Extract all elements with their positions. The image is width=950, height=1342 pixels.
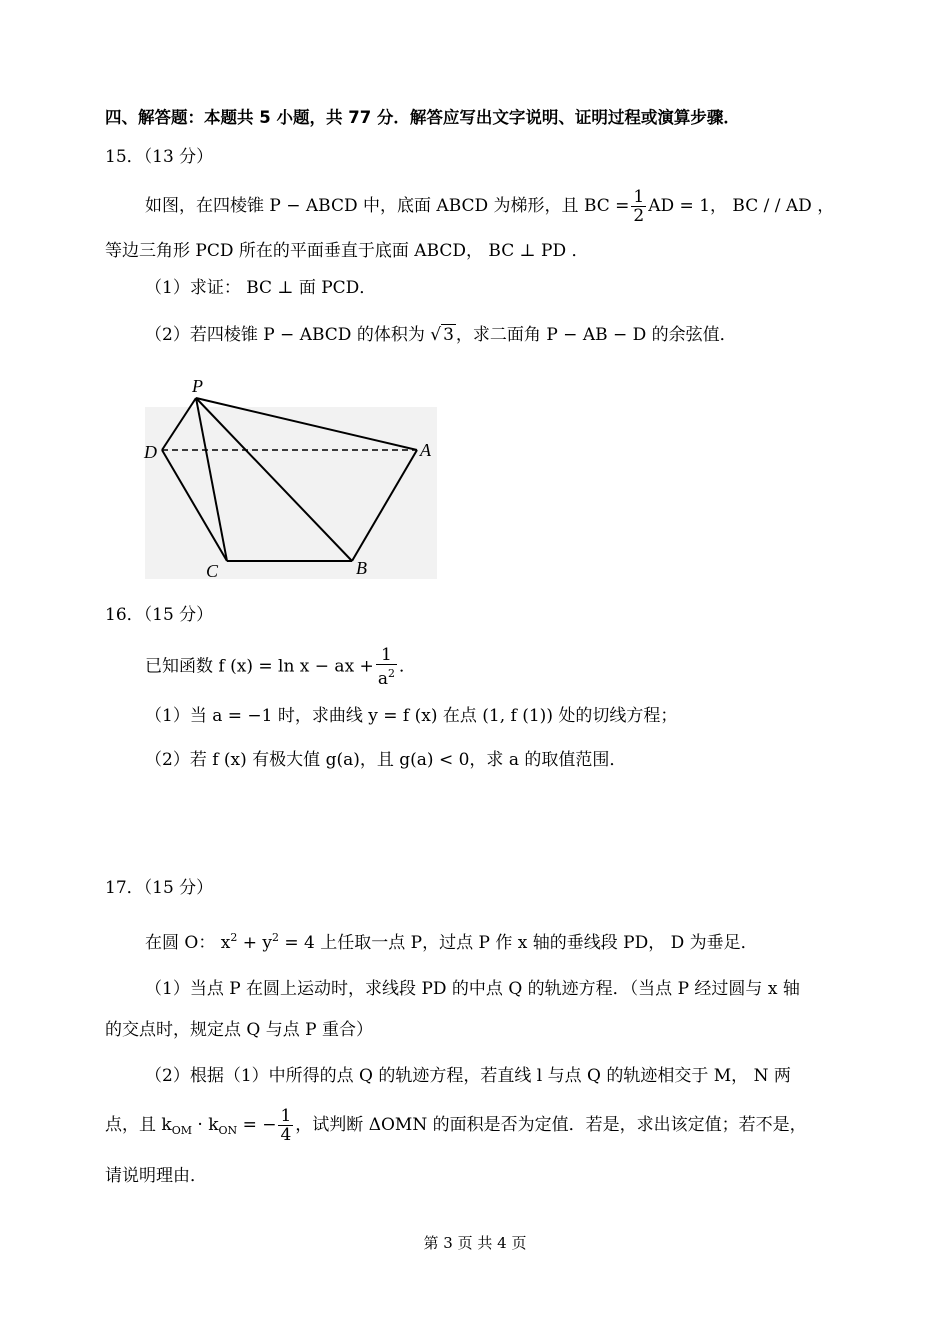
q17-exp1: 2 [230,931,238,944]
figure-background [145,407,437,579]
q16-part1: （1）当 a = −1 时，求曲线 y = f (x) 在点 (1, f (1)) 处的切线方程； [145,706,678,726]
q16-frac-den-exp: 2 [387,667,395,680]
label-C: C [206,561,219,581]
q17-sub-on: ON [218,1124,238,1137]
q17-sub-om: OM [171,1124,192,1137]
q17-part2-line3: 请说明理由． [105,1166,207,1186]
sqrt-radicand: 3 [443,325,454,345]
q15-intro-a: 如图，在四棱锥 P − ABCD 中，底面 ABCD 为梯形，且 BC = [145,196,630,216]
q17-part2-line2 [105,1105,807,1151]
q17-part2-line1: （2）根据（1）中所得的点 Q 的轨迹方程，若直线 l 与点 Q 的轨迹相交于 M， N 两 [145,1066,791,1086]
q17-intro [145,927,758,954]
q16-intro-b: ． [398,656,416,677]
q16-fraction [376,646,397,688]
q17-part2-b4: ，试判断 ΔOMN 的面积是否为定值．若是，求出该定值；若不是， [295,1115,807,1135]
q17-part2-b2: · k [192,1115,219,1135]
sqrt-sign: √ [430,325,442,345]
q17-number: 17．（15 分） [105,878,214,898]
q15-part2 [145,324,737,346]
label-B: B [356,558,367,578]
q17-part1-line1: （1）当点 P 在圆上运动时，求线段 PD 的中点 Q 的轨迹方程．（当点 P 经过圆与 x 轴 [145,979,800,999]
q15-intro-line1 [145,186,834,226]
q15-intro-b: AD = 1， BC / / AD ， [648,196,835,216]
page-footer: 第 3 页 共 4 页 [423,1234,527,1252]
q15-fraction [631,188,646,225]
q17-intro-c: = 4 上任取一点 P，过点 P 作 x 轴的垂线段 PD， D 为垂足． [279,933,758,953]
q15-part1: （1）求证： BC ⊥ 面 PCD． [145,278,377,298]
q15-intro-line2: 等边三角形 PCD 所在的平面垂直于底面 ABCD， BC ⊥ PD ． [105,241,589,261]
label-P: P [192,376,203,396]
q16-intro-a: 已知函数 f (x) = ln x − ax + [145,656,374,677]
q16-number: 16．（15 分） [105,605,214,625]
label-A: A [420,440,431,460]
q16-intro [145,646,416,688]
q17-part2-b1: 点，且 k [105,1115,172,1135]
sqrt-expression [430,324,456,346]
q15-part2-a: （2）若四棱锥 P − ABCD 的体积为 [145,325,425,345]
pyramid-diagram [140,372,440,582]
q15-frac-num: 1 [633,187,645,207]
q16-frac-den [376,665,397,688]
q15-number: 15．（13 分） [105,147,214,167]
q17-intro-b: + y [237,933,272,953]
pyramid-figure [140,372,440,582]
q15-part2-b: ，求二面角 P − AB − D 的余弦值． [455,325,737,345]
q16-part2: （2）若 f (x) 有极大值 g(a)，且 g(a) < 0，求 a 的取值范围． [145,750,627,770]
q17-part2-b3: = − [237,1115,277,1135]
q17-exp2: 2 [272,931,279,944]
q16-frac-num: 1 [376,646,397,665]
q16-frac-den-base: a [377,669,388,689]
q17-fraction [278,1107,293,1144]
q17-frac-num: 1 [280,1106,292,1126]
section-header: 四、解答题：本题共 5 小题，共 77 分．解答应写出文字说明、证明过程或演算步骤． [105,108,740,127]
q17-part1-line2: 的交点时，规定点 Q 与点 P 重合） [105,1020,373,1040]
q15-frac-den: 2 [633,206,645,226]
label-D: D [144,442,157,462]
q17-intro-a: 在圆 O： x [145,933,231,953]
q17-frac-den: 4 [280,1125,292,1145]
